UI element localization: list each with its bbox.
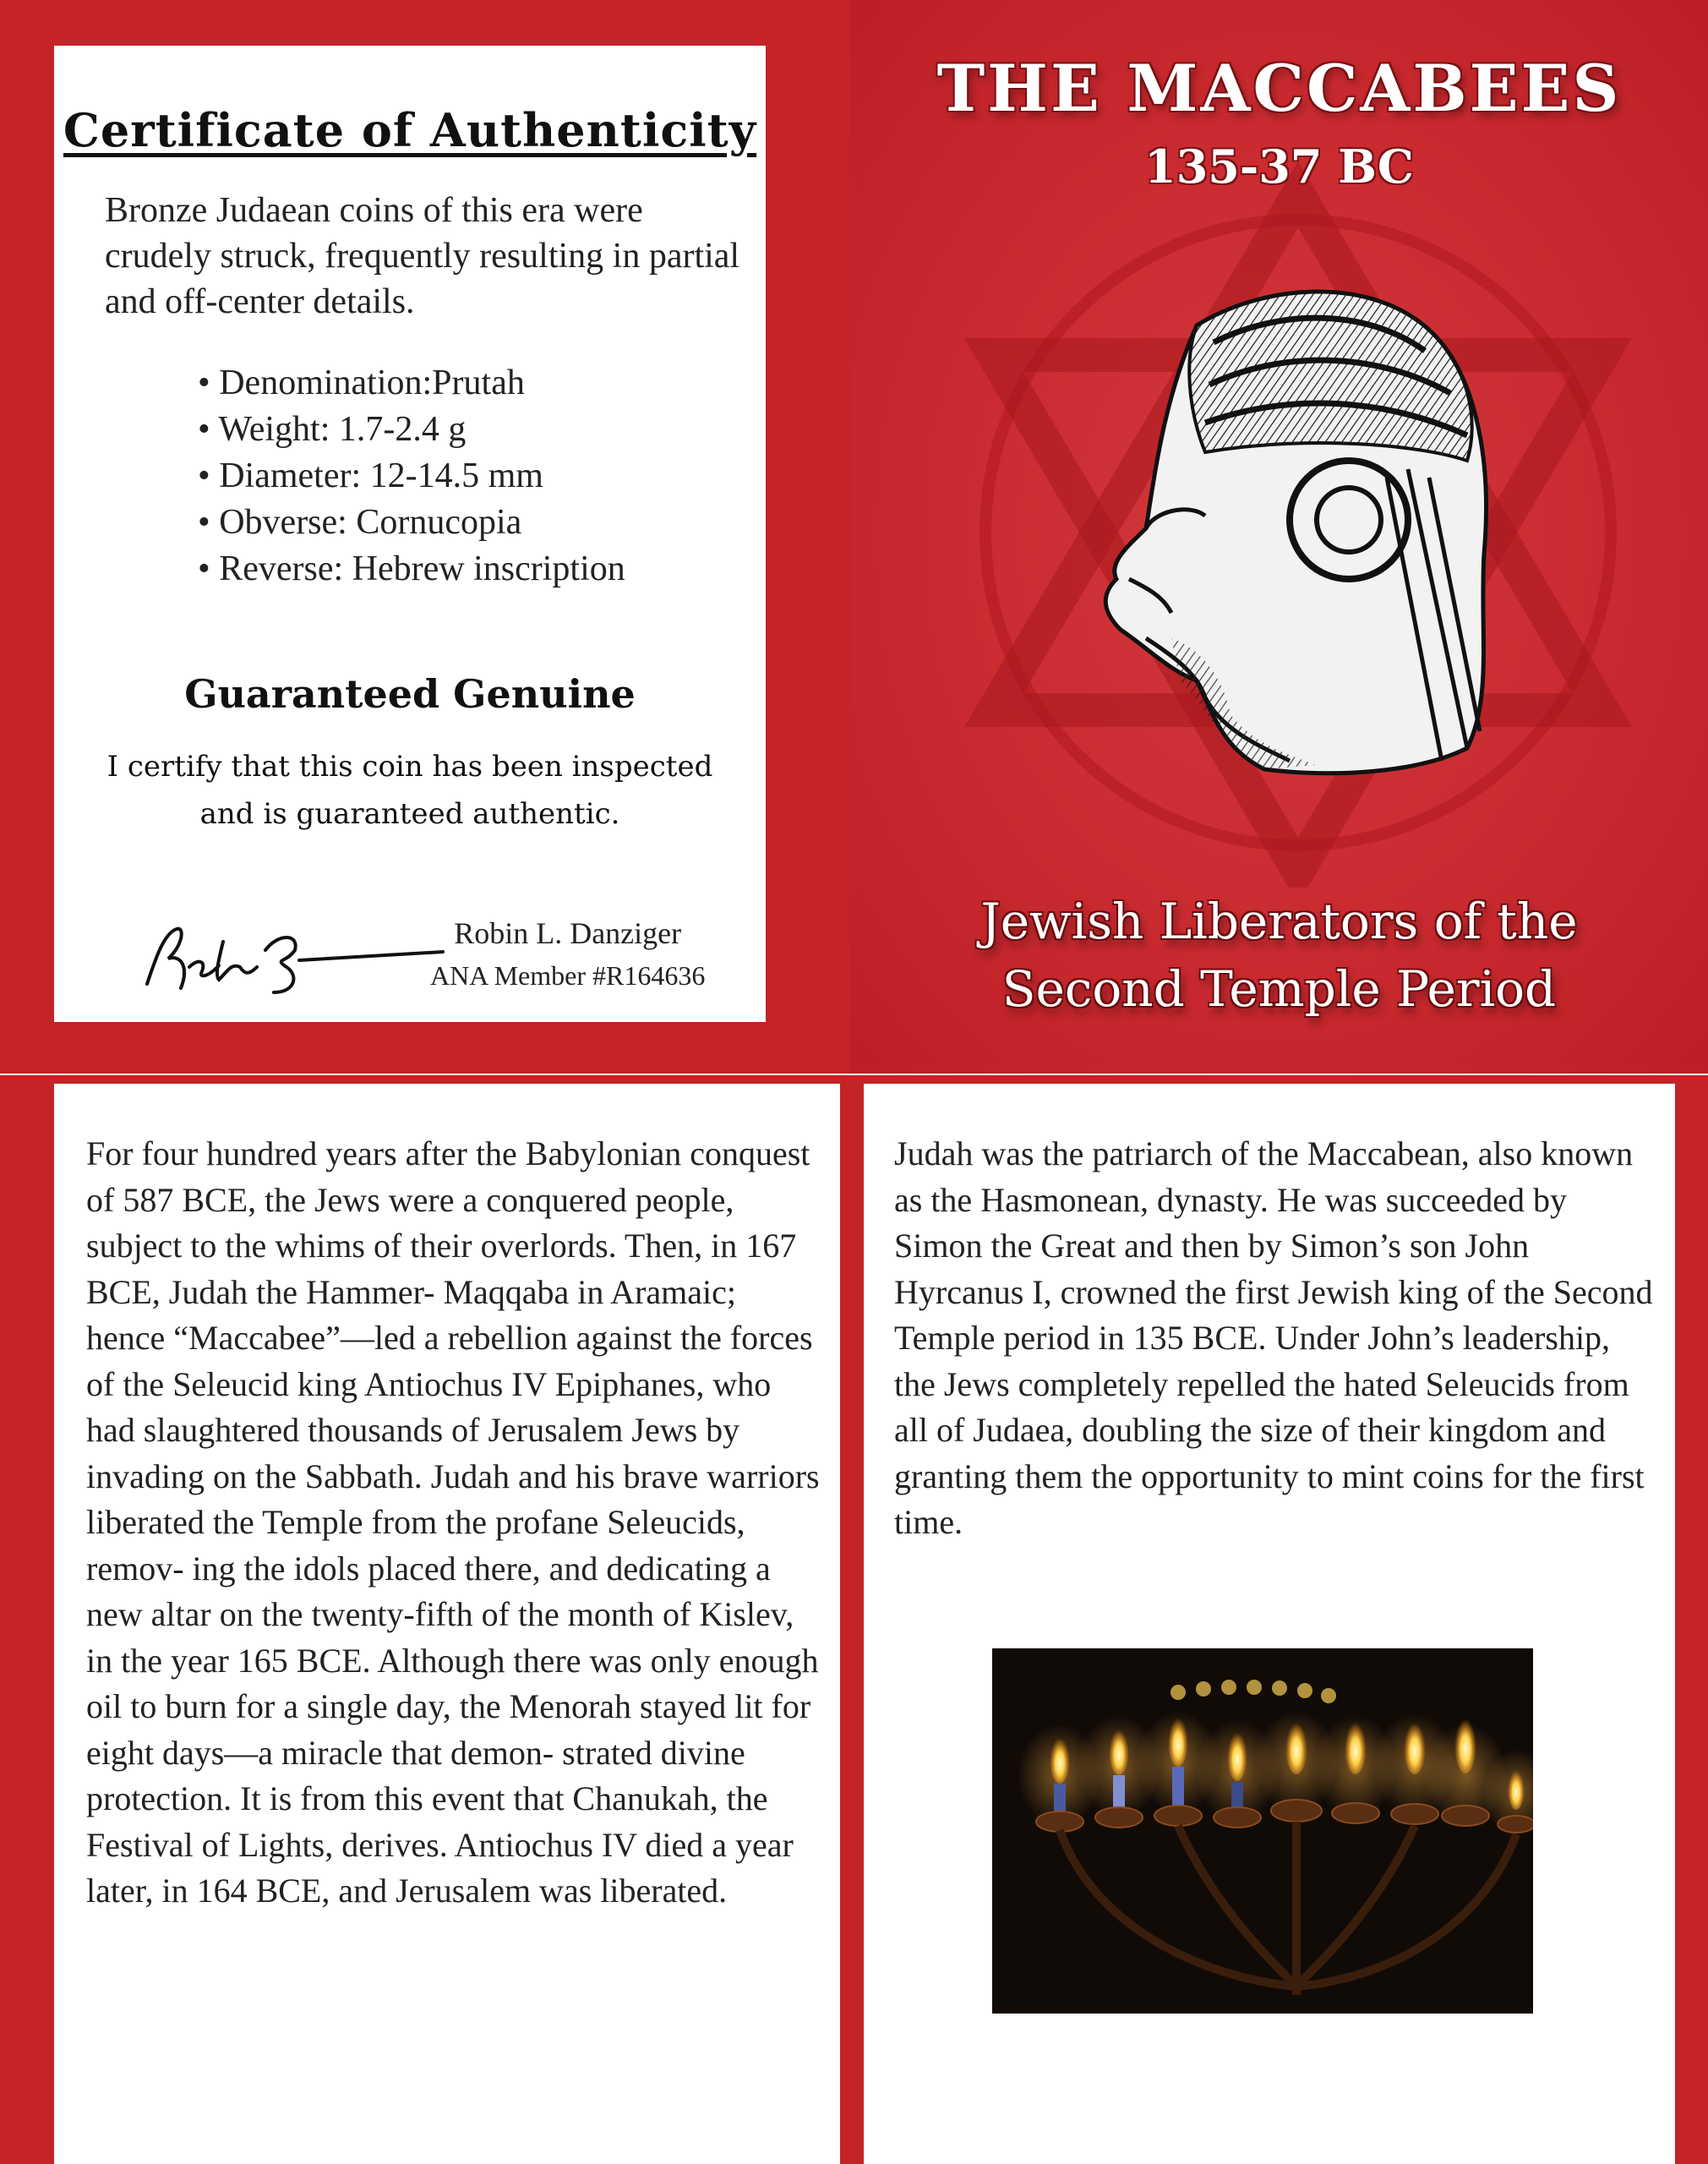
signature-icon (130, 908, 451, 1001)
guarantee-line-1: I certify that this coin has been inspected (106, 750, 713, 784)
cover-subtitle (850, 888, 1708, 1023)
history-left-text: For four hundred years after the Babylonian conquest of 587 BCE, the Jews were a conquered people, subject to the whims of their overlords. Then, in 167 BCE, Judah the Hammer- Maqqaba in Aramaic; hence “Maccabee”—led a rebellion against the forces of the Seleucid king Antiochus IV Epiphanes, who had slaughtered thousands of Jerusalem Jews by invading on the Sabbath. Judah and his brave warriors liberated the Temple from the profane Seleucids, remov- ing the idols placed there, and dedicating a new altar on the twenty-fifth of the month of Kislev, in the year 165 BCE. Although there was only enough oil to burn for a single day, the Menorah stayed lit for eight days—a miracle that demon- strated divine protection. It is from this event that Chanukah, the Festival of Lights, derives. Antiochus IV died a year later, in 164 BCE, and Jerusalem was liberated. (86, 1134, 820, 1910)
certificate-title: Certificate of Authenticity (63, 103, 757, 157)
history-right-panel (850, 1075, 1708, 2164)
menorah-icon (992, 1648, 1533, 2014)
maccabee-bust-illustration (1095, 275, 1501, 778)
guarantee-title: Guaranteed Genuine (184, 671, 636, 717)
cover-subtitle-line-1: Jewish Liberators of the (980, 893, 1578, 950)
cover-title: THE MACCABEES (936, 51, 1622, 126)
certificate-card (54, 46, 766, 1022)
detail-diameter: • Diameter: 12-14.5 mm (198, 453, 625, 500)
detail-denomination: • Denomination:Prutah (198, 360, 625, 407)
history-right-card (864, 1084, 1675, 2164)
signer-block (430, 912, 705, 997)
cover-dates: 135-37 BC (1144, 139, 1414, 194)
guarantee-text (54, 743, 766, 838)
history-left-panel (0, 1075, 850, 2164)
cover-subtitle-line-2: Second Temple Period (1001, 960, 1557, 1018)
history-left-card (54, 1084, 840, 2164)
coin-details-list (198, 360, 625, 593)
detail-obverse: • Obverse: Cornucopia (198, 500, 625, 546)
signer-name: Robin L. Danziger (454, 916, 682, 950)
history-right-text: Judah was the patriarch of the Maccabean, also known as the Hasmonean, dynasty. He was succeeded by Simon the Great and then by Simon’s son John Hyrcanus I, crowned the first Jewish king of the Second Temple period in 135 BCE. Under John’s leadership, the Jews completely repelled the hated Seleucids from all of Judaea, doubling the size of their kingdom and granting them the opportunity to mint coins for the first time. (894, 1134, 1653, 1541)
signer-membership: ANA Member #R164636 (430, 960, 706, 991)
detail-weight: • Weight: 1.7-2.4 g (198, 407, 625, 453)
detail-reverse: • Reverse: Hebrew inscription (198, 546, 625, 593)
guarantee-line-2: and is guaranteed authentic. (199, 797, 620, 831)
menorah-photo (992, 1648, 1533, 2014)
certificate-intro: Bronze Judaean coins of this era were crudely struck, frequently resulting in partial and off-center details. (105, 191, 740, 321)
cover-panel (850, 0, 1708, 1074)
certificate-panel (0, 0, 850, 1074)
